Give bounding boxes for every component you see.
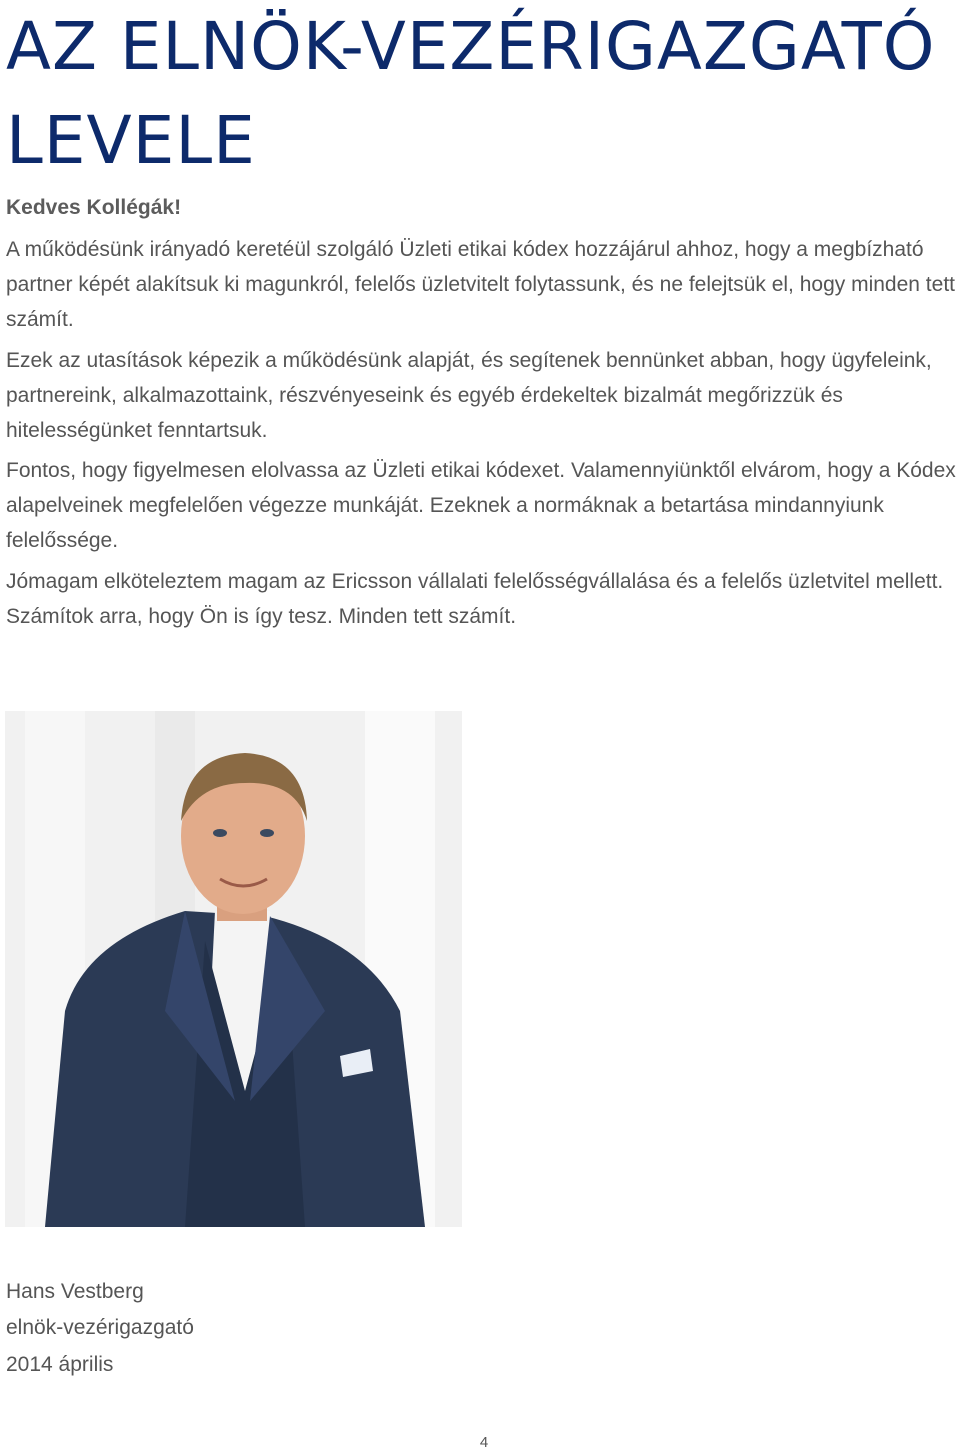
letter-paragraph: A működésünk irányadó keretéül szolgáló Üzleti etikai kódex hozzájárul ahhoz, hogy a megbízható partner képét alakítsuk ki magunkról, felelős üzletvitelt folytassunk, és ne felejtsük el, hogy minden tett számít.	[6, 238, 955, 331]
portrait-illustration	[5, 711, 462, 1227]
page-title	[6, 0, 956, 188]
letter-paragraph: Ezek az utasítások képezik a működésünk alapját, és segítenek bennünket abban, hogy ügyfeleink, partnereink, alkalmazottaink, részvényeseink és egyéb érdekeltek bizalmát megőrizzük és hitelességünket fenntartsuk.	[6, 349, 932, 442]
page-title-line-1: AZ ELNÖK-VEZÉRIGAZGATÓ	[6, 8, 936, 85]
letter-paragraph: Jómagam elköteleztem magam az Ericsson vállalati felelősségvállalása és a felelős üzletvitel mellett. Számítok arra, hogy Ön is így tesz. Minden tett számít.	[6, 570, 944, 628]
letter-greeting: Kedves Kollégák!	[6, 196, 182, 219]
page-number: 4	[479, 1434, 489, 1451]
signature-date: 2014 április	[6, 1353, 114, 1376]
signature-title: elnök-vezérigazgató	[6, 1316, 194, 1339]
letter-paragraph: Fontos, hogy figyelmesen elolvassa az Üzleti etikai kódexet. Valamennyiünktől elvárom, hogy a Kódex alapelveinek megfelelően végezze munkáját. Ezeknek a normáknak a betartása mindannyiunk felelőssége.	[6, 459, 956, 552]
signature-name: Hans Vestberg	[6, 1280, 144, 1303]
page-title-line-2: LEVELE	[6, 102, 256, 179]
ceo-portrait-photo	[5, 711, 462, 1227]
